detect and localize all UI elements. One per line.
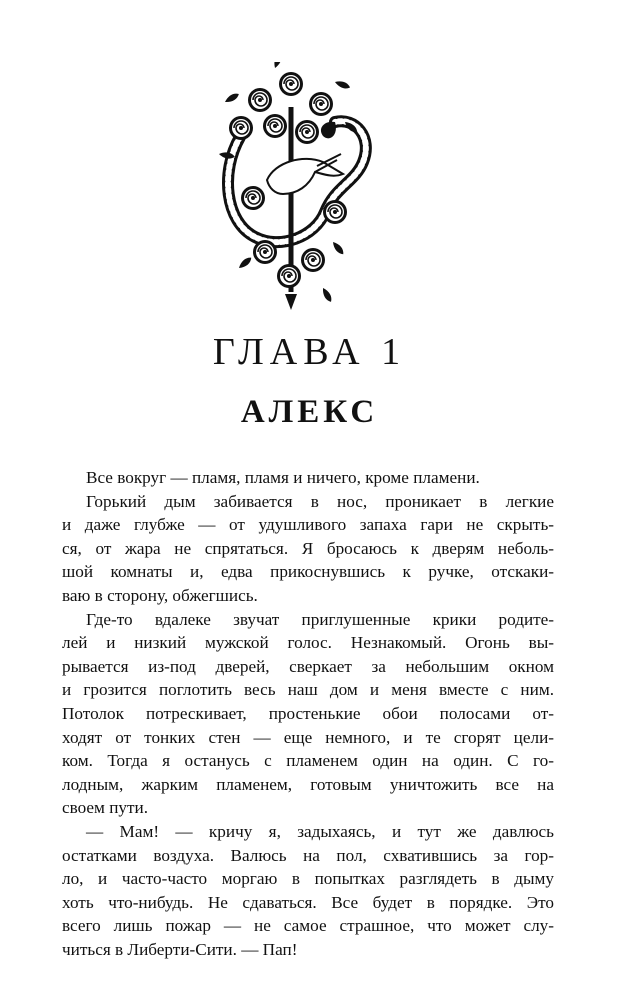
text-line: Все вокруг — пламя, пламя и ничего, кроме пламени. [86, 468, 480, 487]
chapter-number: ГЛАВА 1 [212, 331, 407, 373]
text-line: ваю в сторону, обжегшись. [62, 585, 258, 605]
text-line: шой комнаты и, едва прикоснувшись к ручке, отскаки- [62, 562, 554, 582]
text-line: читься в Либерти-Сити. — Пап! [62, 939, 298, 959]
text-line: всего лишь пожар — не самое страшное, что может слу- [62, 916, 554, 936]
text-line: Где-то вдалеке звучат приглушенные крики родите- [86, 609, 554, 629]
text-line: ком. Тогда я останусь с пламенем один на один. С го- [62, 751, 554, 771]
text-line: остатками воздуха. Валюсь на пол, схватившись за гор- [62, 845, 554, 865]
text-line: — Мам! — кричу я, задыхаясь, и тут же давлюсь [86, 821, 554, 841]
text-line: лодным, жарким пламенем, готовым уничтожить все на [62, 774, 554, 794]
text-line: Горький дым забивается в нос, проникает в легкие [86, 491, 554, 511]
text-line: ло, и часто-часто моргаю в попытках разглядеть в дыму [62, 869, 554, 889]
text-line: рывается из-под дверей, сверкает за небольшим окном [62, 656, 554, 676]
text-line: и даже глубже — от удушливого запаха гари не скрыть- [62, 515, 554, 535]
rose-snake-hand-ornament-icon [205, 62, 380, 312]
text-line: и грозится поглотить весь наш дом и меня вместе с ним. [62, 680, 554, 700]
text-line: Потолок потрескивает, простенькие обои полосами от- [62, 703, 554, 723]
text-line: лей и низкий мужской голос. Незнакомый. Огонь вы- [62, 633, 554, 653]
chapter-body-text [62, 466, 554, 961]
text-line: ходят от тонких стен — еще немного, и те сгорят цели- [62, 727, 554, 747]
text-line: своем пути. [62, 798, 149, 818]
text-line: ся, от жара не спрятаться. Я бросаюсь к дверям неболь- [62, 538, 554, 558]
text-line: хоть что-нибудь. Не сдаваться. Все будет в порядке. Это [62, 892, 554, 912]
chapter-title: АЛЕКС [240, 394, 379, 430]
